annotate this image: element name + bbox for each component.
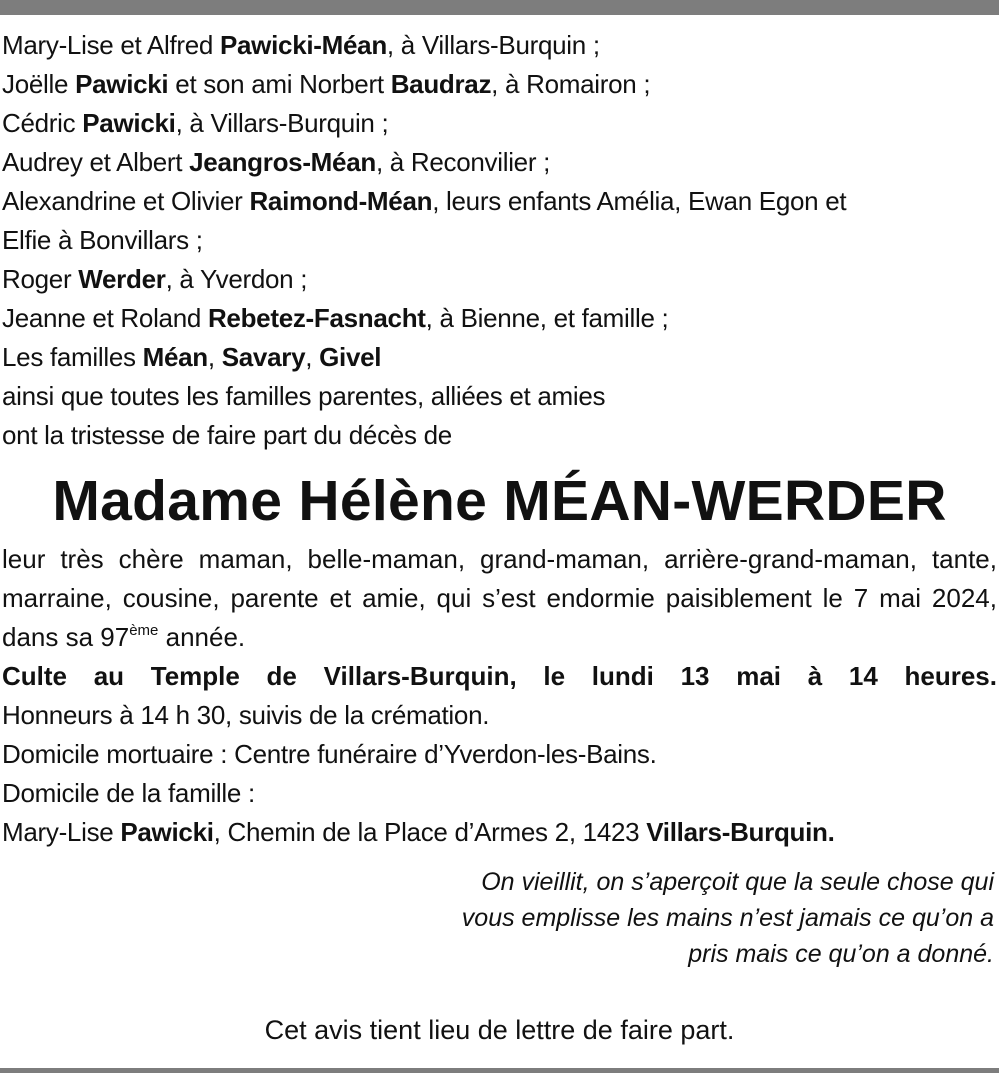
- quote: [2, 864, 997, 972]
- family-line: Roger Werder, à Yverdon ;: [2, 264, 308, 294]
- honors-info: Honneurs à 14 h 30, suivis de la crémation.: [2, 700, 490, 730]
- service-info: Culte au Temple de Villars-Burquin, le lundi 13 mai à 14 heures.: [2, 661, 997, 691]
- bottom-border-bar: [0, 1068, 999, 1073]
- family-line: Audrey et Albert Jeangros-Méan, à Reconvilier ;: [2, 147, 551, 177]
- top-border-bar: [0, 0, 999, 15]
- quote-line: On vieillit, on s’aperçoit que la seule chose qui: [481, 868, 994, 896]
- family-line: Joëlle Pawicki et son ami Norbert Baudraz, à Romairon ;: [2, 69, 651, 99]
- family-home-address: Mary-Lise Pawicki, Chemin de la Place d’Armes 2, 1423 Villars-Burquin.: [2, 817, 835, 847]
- family-line: Les familles Méan, Savary, Givel: [2, 342, 382, 372]
- family-line: Elfie à Bonvillars ;: [2, 225, 203, 255]
- mortuary-info: Domicile mortuaire : Centre funéraire d’Yverdon-les-Bains.: [2, 739, 657, 769]
- quote-line: pris mais ce qu’on a donné.: [688, 940, 994, 968]
- family-line: Alexandrine et Olivier Raimond-Méan, leurs enfants Amélia, Ewan Egon et: [2, 186, 847, 216]
- family-line: ainsi que toutes les familles parentes, alliées et amies: [2, 381, 606, 411]
- family-line: Cédric Pawicki, à Villars-Burquin ;: [2, 108, 389, 138]
- family-line: Jeanne et Roland Rebetez-Fasnacht, à Bienne, et famille ;: [2, 303, 669, 333]
- obituary-notice: [2, 26, 997, 1050]
- family-home-label: Domicile de la famille :: [2, 778, 255, 808]
- family-line: Mary-Lise et Alfred Pawicki-Méan, à Villars-Burquin ;: [2, 30, 600, 60]
- deceased-name: Madame Hélène MÉAN-WERDER: [52, 469, 947, 533]
- family-line: ont la tristesse de faire part du décès de: [2, 420, 452, 450]
- tribute-paragraph: leur très chère maman, belle-maman, grand-maman, arrière-grand-maman, tante, marraine, cousine, parente et amie, qui s’est endormie paisiblement le 7 mai 2024, dans sa 97ème année.: [2, 544, 997, 652]
- quote-line: vous emplisse les mains n’est jamais ce qu’on a: [461, 904, 994, 932]
- closing-note: Cet avis tient lieu de lettre de faire part.: [264, 1015, 735, 1045]
